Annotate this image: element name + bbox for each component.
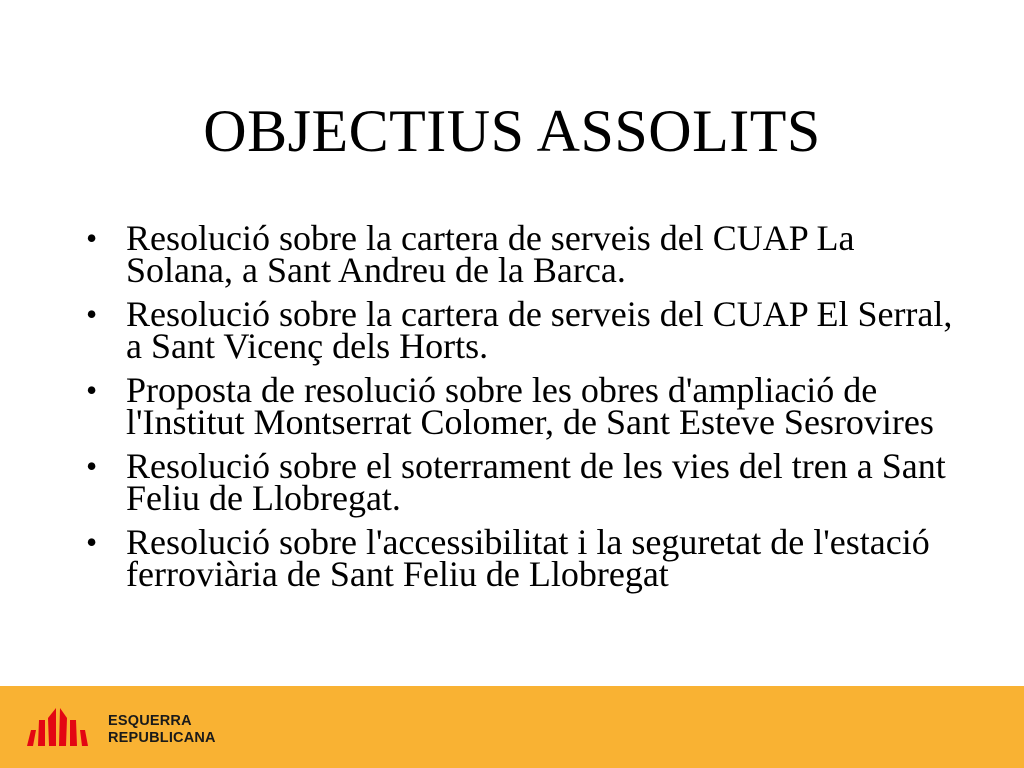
bullet-text: Proposta de resolució sobre les obres d'ampliació de l'Institut Montserrat Colomer, de Sant Esteve Sesrovires — [126, 370, 934, 442]
bullet-item — [84, 218, 964, 290]
bullet-dot: • — [86, 448, 98, 484]
logo-text — [108, 713, 216, 747]
bullet-text: Resolució sobre el soterrament de les vies del tren a Sant Feliu de Llobregat. — [126, 446, 946, 518]
slide-title: OBJECTIUS ASSOLITS — [203, 98, 821, 164]
bullet-item — [84, 370, 964, 442]
bullet-text: Resolució sobre la cartera de serveis del CUAP El Serral, a Sant Vicenç dels Horts. — [126, 294, 953, 366]
bullet-dot: • — [86, 220, 98, 256]
logo-text-line2: REPUBLICANA — [108, 730, 216, 746]
logo-text-line1: ESQUERRA — [108, 713, 192, 729]
party-logo — [24, 704, 224, 754]
bullet-list — [84, 218, 964, 602]
bullet-dot: • — [86, 372, 98, 408]
esquerra-republicana-logo-icon — [24, 704, 100, 750]
bullet-item — [84, 446, 964, 518]
bullet-dot: • — [86, 296, 98, 332]
bullet-dot: • — [86, 524, 98, 560]
bullet-item — [84, 522, 964, 594]
bullet-text: Resolució sobre l'accessibilitat i la seguretat de l'estació ferroviària de Sant Feliu de Llobregat — [126, 522, 930, 594]
bullet-text: Resolució sobre la cartera de serveis del CUAP La Solana, a Sant Andreu de la Barca. — [126, 218, 855, 290]
bullet-item — [84, 294, 964, 366]
